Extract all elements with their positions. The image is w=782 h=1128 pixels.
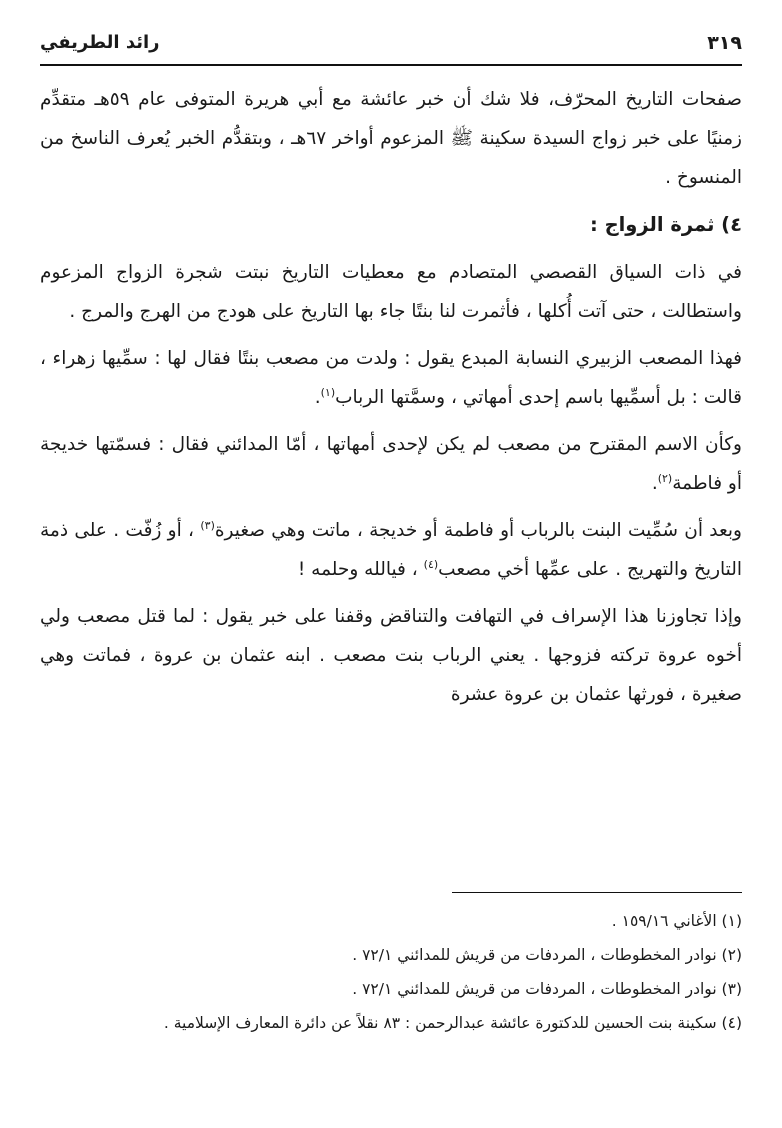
book-page [40, 20, 742, 1110]
paragraph [40, 425, 742, 503]
paragraph-text: ، أو زُفّت . على ذمة التاريخ والتهريج . على عمِّها أخي مصعب [40, 520, 742, 580]
footnote-ref: (٢) [657, 471, 673, 485]
footnote-item: (٢) نوادر المخطوطات ، المردفات من قريش للمدائني ٧٢/١ . [352, 946, 742, 964]
footnote-item: (٣) نوادر المخطوطات ، المردفات من قريش للمدائني ٧٢/١ . [352, 980, 742, 998]
footnote-divider [452, 892, 742, 893]
footnote-item: (١) الأغاني ١٥٩/١٦ . [611, 912, 742, 930]
running-title: رائد الطريفي [40, 32, 160, 53]
footnote-ref: (٤) [423, 557, 439, 571]
footnotes [40, 904, 742, 1040]
paragraph-end: . [651, 473, 658, 494]
paragraph [40, 339, 742, 417]
section-heading: ٤) ثمرة الزواج : [589, 213, 742, 236]
footnote-ref: (٣) [200, 518, 215, 532]
paragraph: في ذات السياق القصصي المتصادم مع معطيات التاريخ نبتت شجرة الزواج المزعوم واستطالت ، حتى آتت أُكلها ، فأثمرت لنا بنتًا جاء بها التاريخ على هودج من الهرج والمرج . [40, 262, 742, 322]
paragraph: وإذا تجاوزنا هذا الإسراف في التهافت والتناقض وقفنا على خبر يقول : لما قتل مصعب ولي أخوه عروة تركته فزوجها . يعني الرباب بنت مصعب . ابنه عثمان بن عروة ، فماتت وهي صغيرة ، فورثها عثمان بن عروة عشرة [40, 606, 742, 705]
footnote-ref: (١) [320, 385, 336, 399]
paragraph-end: . [314, 387, 321, 408]
page-number: ٣١٩ [707, 32, 742, 54]
footnote-item: (٤) سكينة بنت الحسين للدكتورة عائشة عبدالرحمن : ٨٣ نقلاً عن دائرة المعارف الإسلامية . [163, 1014, 742, 1032]
paragraph-text: وكأن الاسم المقترح من مصعب لم يكن لإحدى أمهاتها ، أمّا المدائني فقال : فسمّتها خديجة أو فاطمة [40, 434, 742, 494]
paragraph-text: وبعد أن سُمِّيت البنت بالرباب أو فاطمة أو خديجة ، ماتت وهي صغيرة [214, 520, 742, 541]
paragraph-text: فهذا المصعب الزبيري النسابة المبدع يقول : ولدت من مصعب بنتًا فقال لها : سمِّيها زهراء ، قالت : بل أسمِّيها باسم إحدى أمهاتي ، وسمَّتها الرباب [40, 348, 742, 408]
paragraph-text: ، فيالله وحلمه ! [297, 559, 418, 580]
paragraph [40, 511, 742, 589]
paragraph: صفحات التاريخ المحرّف، فلا شك أن خبر عائشة مع أبي هريرة المتوفى عام ٥٩هـ متقدِّم زمنيًا على خبر زواج السيدة سكينة ﷺ المزعوم أواخر ٦٧هـ ، وبتقدُّم الخبر يُعرف الناسخ من المنسوخ . [40, 89, 742, 188]
page-header [40, 20, 742, 66]
main-text [40, 80, 742, 714]
